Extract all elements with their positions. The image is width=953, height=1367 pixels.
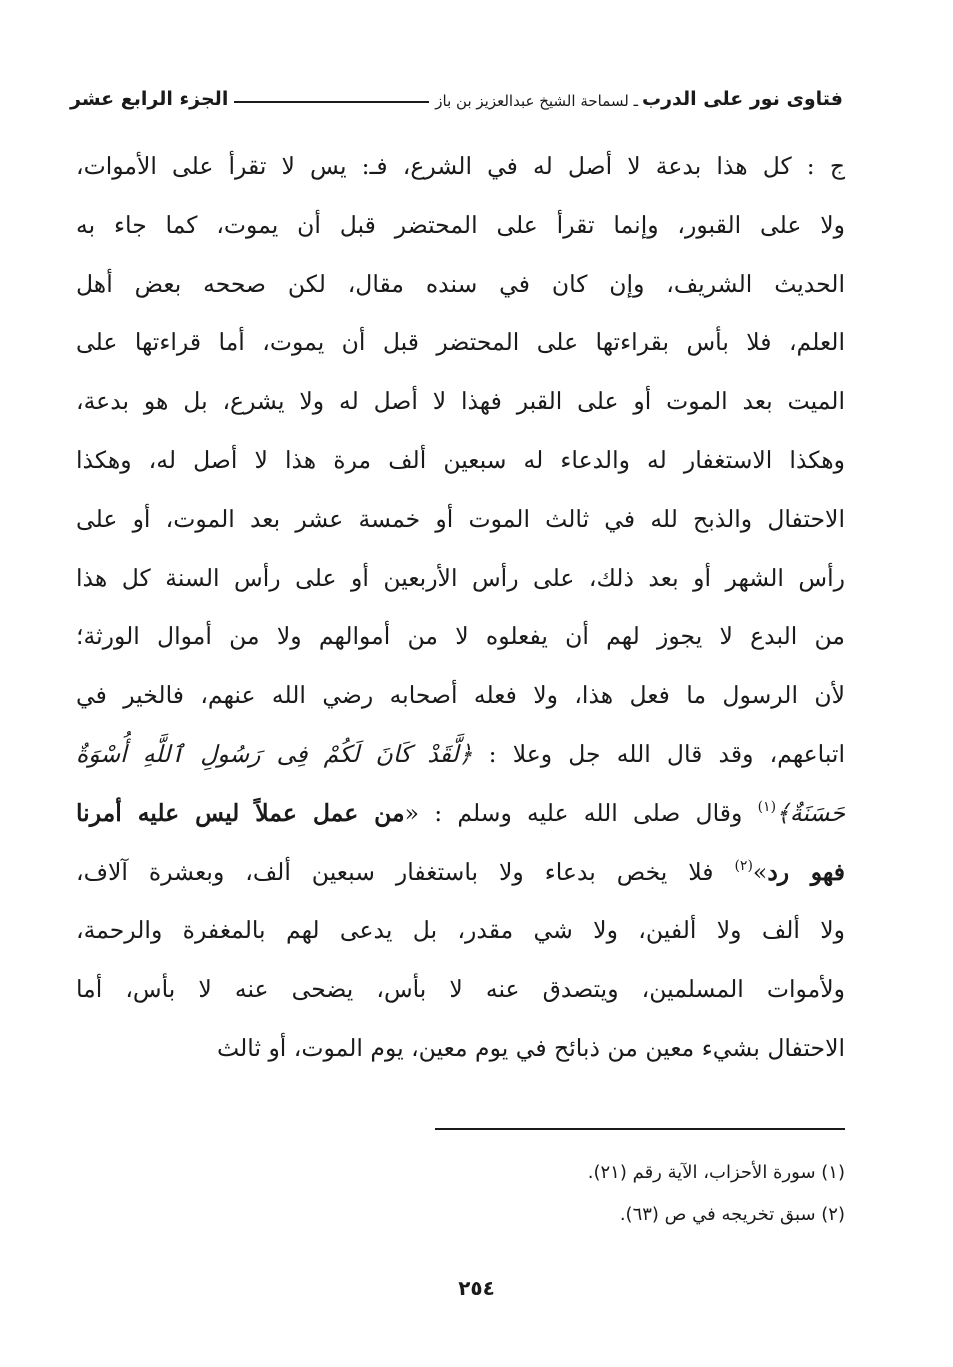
quran-verse: حَسَنَةٌ﴾ [776,798,845,827]
page-number: ٢٥٤ [458,1276,495,1300]
line-text: فلا يخص بدعاء ولا باستغفار سبعين ألف، وبعشرة آلاف، [76,857,735,886]
text-line [76,725,845,784]
running-header [70,70,843,110]
line-text: وقال صلى الله عليه وسلم : « [404,798,758,827]
text-line: وهكذا الاستغفار له والدعاء له سبعين ألف مرة هذا لا أصل له، وهكذا [76,445,845,474]
footnote-rule [435,1128,845,1130]
text-line [76,843,845,902]
text-line: الاحتفال والذبح لله في ثالث الموت أو خمسة عشر بعد الموت، أو على [76,504,845,533]
footnote-ref: (١) [757,798,777,815]
book-author: ـ لسماحة الشيخ عبدالعزيز بن باز [435,92,638,110]
text-line: رأس الشهر أو بعد ذلك، على رأس الأربعين أو على رأس السنة كل هذا [76,563,845,592]
main-text [76,137,845,1078]
quote-mark: » [752,857,768,886]
quran-verse: ﴿لَّقَدْ كَانَ لَكُمْ فِى رَسُولِ ٱللَّهِ أُسْوَةٌ [76,739,473,768]
text-line: الحديث الشريف، وإن كان في سنده مقال، لكن صححه بعض أهل [76,269,845,298]
footnote: (٢) سبق تخريجه في ص (٦٣). [619,1204,845,1225]
text-line: الاحتفال بشيء معين من ذبائح في يوم معين، يوم الموت، أو ثالث [217,1033,845,1062]
line-text: اتباعهم، وقد قال الله جل وعلا : [472,739,845,768]
text-line: من البدع لا يجوز لهم أن يفعلوه لا من أموالهم ولا من أموال الورثة؛ [76,622,845,651]
header-rule [234,101,429,103]
text-line [76,784,845,843]
text-line: لأن الرسول ما فعل هذا، ولا فعله أصحابه رضي الله عنهم، فالخير في [76,681,845,710]
text-line: الميت بعد الموت أو على القبر فهذا لا أصل له ولا يشرع، بل هو بدعة، [76,387,845,416]
part-label: الجزء الرابع عشر [70,88,229,110]
hadith-quote: فهو رد [767,857,845,886]
text-line: العلم، فلا بأس بقراءتها على المحتضر قبل أن يموت، أما قراءتها على [76,328,845,357]
hadith-quote: من عمل عملاً ليس عليه أمرنا [76,798,405,827]
book-title: فتاوى نور على الدرب [642,88,843,110]
footnotes [588,1152,845,1236]
text-line: ج : كل هذا بدعة لا أصل له في الشرع، فـ: يس لا تقرأ على الأموات، [76,152,845,180]
footnote-ref: (٢) [734,857,753,874]
text-line: ولأموات المسلمين، ويتصدق عنه لا بأس، يضحى عنه لا بأس، أما [76,975,845,1004]
text-line: ولا ألف ولا ألفين، ولا شي مقدر، بل يدعى لهم بالمغفرة والرحمة، [76,916,845,945]
footnote: (١) سورة الأحزاب، الآية رقم (٢١). [587,1162,845,1183]
text-line: ولا على القبور، وإنما تقرأ على المحتضر قبل أن يموت، كما جاء به [76,210,845,239]
